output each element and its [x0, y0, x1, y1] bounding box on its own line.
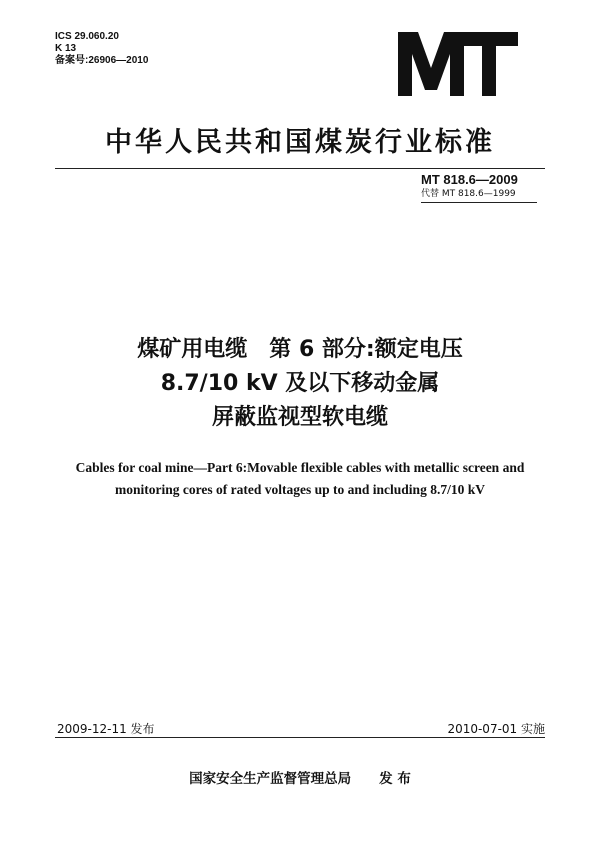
header-divider: [55, 168, 545, 169]
english-title-line-2: monitoring cores of rated voltages up to and including 8.7/10 kV: [115, 482, 485, 497]
mt-logo-graphic: [398, 32, 518, 96]
classification-block: [55, 31, 148, 67]
footer-divider: [55, 737, 545, 738]
english-title: [0, 457, 600, 501]
chinese-title-line-2: 8.7/10 kV 及以下移动金属: [160, 371, 440, 396]
standard-category-title: 中华人民共和国煤炭行业标准: [105, 127, 495, 158]
chinese-title-line-1: 煤矿用电缆 第 6 部分:额定电压: [137, 337, 463, 362]
chinese-title: [0, 333, 600, 435]
publisher-name: 国家安全生产监督管理总局: [189, 771, 352, 787]
implementation-date: 2010-07-01 实施: [447, 722, 545, 736]
standard-number: MT 818.6—2009: [421, 172, 518, 187]
issue-date: 2009-12-11 发布: [57, 722, 155, 736]
chinese-title-line-3: 屏蔽监视型软电缆: [211, 405, 388, 430]
standard-number-block: [421, 172, 537, 203]
ics-code: ICS 29.060.20: [55, 31, 119, 42]
category-code: K 13: [55, 43, 77, 54]
replaces-standard: 代替 MT 818.6—1999: [421, 189, 516, 199]
english-title-line-1: Cables for coal mine—Part 6:Movable flexible cables with metallic screen and: [75, 460, 525, 475]
record-number: 备案号:26906—2010: [55, 55, 149, 66]
mt-logo: [398, 32, 518, 96]
publish-action: 发 布: [379, 771, 411, 787]
publisher-line: [0, 767, 600, 787]
number-underline: [421, 202, 537, 203]
